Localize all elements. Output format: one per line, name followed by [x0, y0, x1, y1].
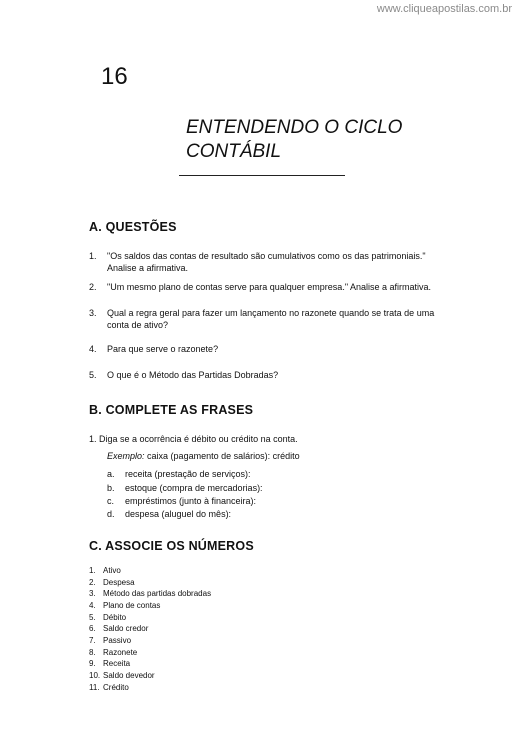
numbered-term — [89, 624, 148, 633]
item-letter: c. — [107, 496, 115, 506]
term-text: Passivo — [103, 636, 132, 645]
numbered-term — [89, 589, 211, 598]
question-number: 3. — [89, 308, 97, 318]
example-label: Exemplo: — [107, 451, 145, 461]
example-text: caixa (pagamento de salários): crédito — [147, 451, 300, 461]
numbered-term — [89, 566, 121, 575]
term-number: 2. — [89, 578, 96, 587]
question-item — [89, 281, 447, 293]
complete-item — [107, 508, 231, 520]
numbered-term — [89, 648, 137, 657]
item-text: empréstimos (junto à financeira): — [125, 496, 257, 506]
term-number: 4. — [89, 601, 96, 610]
term-text: Ativo — [103, 566, 121, 575]
section-c-heading: C. ASSOCIE OS NÚMEROS — [89, 539, 254, 553]
chapter-title-line: ENTENDENDO O CICLO — [186, 117, 403, 138]
term-text: Método das partidas dobradas — [103, 589, 212, 598]
question-item — [89, 250, 447, 274]
chapter-title — [186, 116, 402, 164]
section-b-instruction: 1. Diga se a ocorrência é débito ou crédito na conta. — [89, 434, 298, 444]
term-number: 6. — [89, 624, 96, 633]
numbered-term — [89, 601, 160, 610]
question-number: 2. — [89, 282, 97, 292]
term-text: Débito — [103, 613, 127, 622]
question-text: Qual a regra geral para fazer um lançamento no razonete quando se trata de uma conta de ativo? — [107, 308, 435, 330]
complete-item — [107, 468, 251, 480]
term-text: Despesa — [103, 578, 135, 587]
numbered-term — [89, 636, 131, 645]
item-letter: a. — [107, 469, 115, 479]
term-number: 10. — [89, 671, 101, 680]
question-number: 4. — [89, 344, 97, 354]
numbered-term — [89, 659, 130, 668]
term-number: 3. — [89, 589, 96, 598]
item-letter: d. — [107, 509, 115, 519]
question-number: 5. — [89, 370, 97, 380]
numbered-term — [89, 671, 155, 680]
item-text: receita (prestação de serviços): — [125, 469, 251, 479]
question-item — [89, 307, 447, 331]
term-number: 11. — [89, 683, 100, 692]
chapter-title-line: CONTÁBIL — [186, 141, 282, 162]
term-text: Razonete — [103, 648, 138, 657]
term-number: 8. — [89, 648, 96, 657]
term-text: Crédito — [103, 683, 129, 692]
item-text: despesa (aluguel do mês): — [125, 509, 232, 519]
watermark-url: www.cliqueapostilas.com.br — [376, 3, 512, 15]
section-b-heading: B. COMPLETE AS FRASES — [89, 403, 254, 417]
term-text: Saldo credor — [103, 624, 149, 633]
term-text: Saldo devedor — [103, 671, 155, 680]
chapter-number: 16 — [101, 63, 128, 90]
example-line — [107, 450, 300, 462]
item-text: estoque (compra de mercadorias): — [125, 483, 263, 493]
term-text: Receita — [103, 659, 131, 668]
complete-item — [107, 482, 263, 494]
term-number: 9. — [89, 659, 96, 668]
item-letter: b. — [107, 483, 115, 493]
question-text: "Um mesmo plano de contas serve para qualquer empresa." Analise a afirmativa. — [107, 282, 432, 292]
term-text: Plano de contas — [103, 601, 161, 610]
numbered-term — [89, 683, 129, 692]
complete-item — [107, 495, 256, 507]
question-number: 1. — [89, 251, 97, 261]
question-item — [89, 343, 447, 355]
section-a-heading: A. QUESTÕES — [89, 220, 177, 234]
question-text: "Os saldos das contas de resultado são cumulativos como os das patrimoniais." Analise a afirmativa. — [107, 251, 426, 273]
numbered-term — [89, 613, 126, 622]
numbered-term — [89, 578, 135, 587]
term-number: 5. — [89, 613, 96, 622]
question-text: O que é o Método das Partidas Dobradas? — [107, 370, 279, 380]
term-number: 7. — [89, 636, 96, 645]
term-number: 1. — [89, 566, 96, 575]
question-text: Para que serve o razonete? — [107, 344, 219, 354]
question-item — [89, 369, 447, 381]
title-divider — [179, 175, 345, 176]
